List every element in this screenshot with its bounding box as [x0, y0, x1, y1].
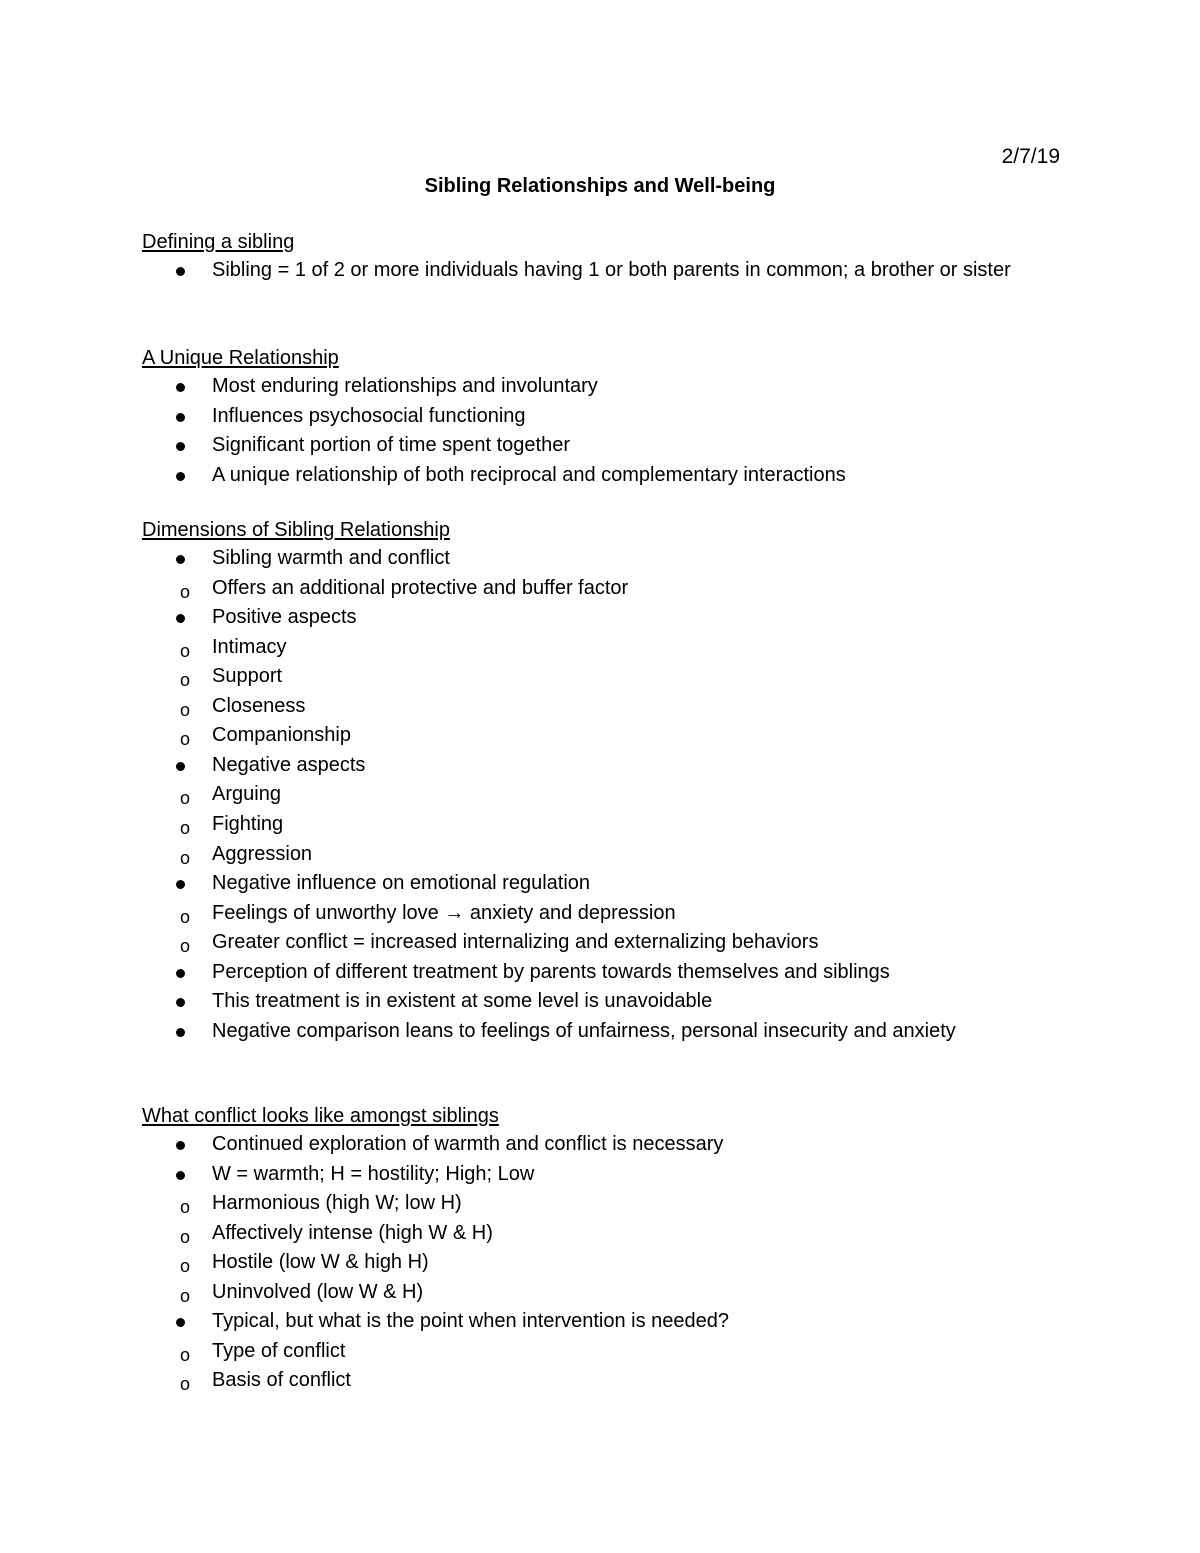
bullet-icon: [176, 472, 185, 481]
list-item: Negative comparison leans to feelings of unfairness, personal insecurity and anxiety: [142, 1017, 1058, 1047]
document-title: Sibling Relationships and Well-being: [424, 175, 776, 197]
list-item: Typical, but what is the point when intervention is needed?: [142, 1307, 1058, 1337]
circle-bullet-icon: o: [180, 699, 191, 720]
section-heading: A Unique Relationship: [142, 347, 339, 369]
list-item: W = warmth; H = hostility; High; Low: [142, 1160, 1058, 1190]
circle-bullet-icon: o: [180, 729, 191, 750]
bullet-icon: [176, 383, 185, 392]
bullet-icon: [176, 969, 185, 978]
circle-bullet-icon: o: [180, 906, 191, 927]
sub-list-item: o Uninvolved (low W & H): [180, 1280, 424, 1306]
circle-bullet-icon: o: [180, 1344, 191, 1365]
sub-list-item: o Harmonious (high W; low H): [180, 1192, 462, 1217]
circle-bullet-icon: o: [180, 1374, 191, 1395]
bullet-icon: [176, 762, 185, 771]
bullet-icon: [176, 880, 185, 889]
circle-bullet-icon: o: [180, 581, 191, 602]
circle-bullet-icon: o: [180, 670, 191, 691]
sub-list-item: o Companionship: [180, 724, 351, 750]
circle-bullet-icon: o: [180, 640, 191, 661]
section-heading: Defining a sibling: [142, 231, 295, 253]
circle-bullet-icon: o: [180, 788, 191, 809]
sub-list-item: o Fighting: [180, 813, 284, 839]
sub-list-item: o Greater conflict = increased internalizing and externalizing behaviors: [180, 931, 819, 957]
sub-list-item: o Closeness: [180, 694, 306, 720]
sub-list-item: o Aggression: [180, 842, 313, 868]
list-item: Sibling = 1 of 2 or more individuals having 1 or both parents in common; a brother or sister: [142, 256, 1058, 286]
right-arrow-icon: →: [444, 901, 465, 924]
list-item: Sibling warmth and conflict: [142, 544, 1058, 574]
sub-list-item: o Affectively intense (high W & H): [180, 1221, 493, 1247]
section-heading: What conflict looks like amongst siblings: [142, 1105, 499, 1127]
circle-bullet-icon: o: [180, 1226, 191, 1247]
circle-bullet-icon: o: [180, 818, 191, 839]
sub-list-item: o Hostile (low W & high H): [180, 1251, 429, 1277]
bullet-list: [142, 1130, 1058, 1396]
bullet-list: [142, 256, 1058, 286]
section-unique-relationship: [142, 344, 1058, 490]
bullet-icon: [176, 267, 185, 276]
section-dimensions: [142, 516, 1058, 1046]
list-item: This treatment is in existent at some level is unavoidable: [142, 987, 1058, 1017]
list-item: Most enduring relationships and involuntary: [142, 372, 1058, 402]
sub-list-item: o Feelings of unworthy love → anxiety and depression: [180, 901, 676, 927]
sub-list-item: o Basis of conflict: [180, 1369, 351, 1395]
list-item: Negative aspects: [142, 751, 1058, 781]
sub-list-item: o Offers an additional protective and buffer factor: [180, 576, 629, 602]
bullet-icon: [176, 1318, 185, 1327]
sub-list-item: o Arguing: [180, 783, 281, 809]
list-item: Negative influence on emotional regulation: [142, 869, 1058, 899]
section-conflict: [142, 1102, 1058, 1396]
section-defining-sibling: [142, 228, 1058, 286]
list-item: Influences psychosocial functioning: [142, 402, 1058, 432]
bullet-icon: [176, 1028, 185, 1037]
circle-bullet-icon: o: [180, 936, 191, 957]
bullet-icon: [176, 442, 185, 451]
circle-bullet-icon: o: [180, 1197, 191, 1217]
bullet-icon: [176, 555, 185, 564]
bullet-icon: [176, 1171, 185, 1180]
list-item: Continued exploration of warmth and conflict is necessary: [142, 1130, 1058, 1160]
bullet-list: [142, 372, 1058, 490]
list-item: A unique relationship of both reciprocal and complementary interactions: [142, 461, 1058, 491]
circle-bullet-icon: o: [180, 847, 191, 868]
bullet-list: [142, 544, 1058, 1046]
section-heading: Dimensions of Sibling Relationship: [142, 519, 450, 541]
list-item: Positive aspects: [142, 603, 1058, 633]
list-item: Significant portion of time spent together: [142, 431, 1058, 461]
sub-list-item: o Support: [180, 665, 283, 691]
sub-list-item: o Intimacy: [180, 635, 287, 661]
document-date: 2/7/19: [1001, 145, 1060, 168]
list-item: Perception of different treatment by parents towards themselves and siblings: [142, 958, 1058, 988]
bullet-icon: [176, 1141, 185, 1150]
sub-list-item: o Type of conflict: [180, 1339, 346, 1365]
bullet-icon: [176, 998, 185, 1007]
bullet-icon: [176, 614, 185, 623]
circle-bullet-icon: o: [180, 1285, 191, 1306]
circle-bullet-icon: o: [180, 1256, 191, 1277]
bullet-icon: [176, 413, 185, 422]
